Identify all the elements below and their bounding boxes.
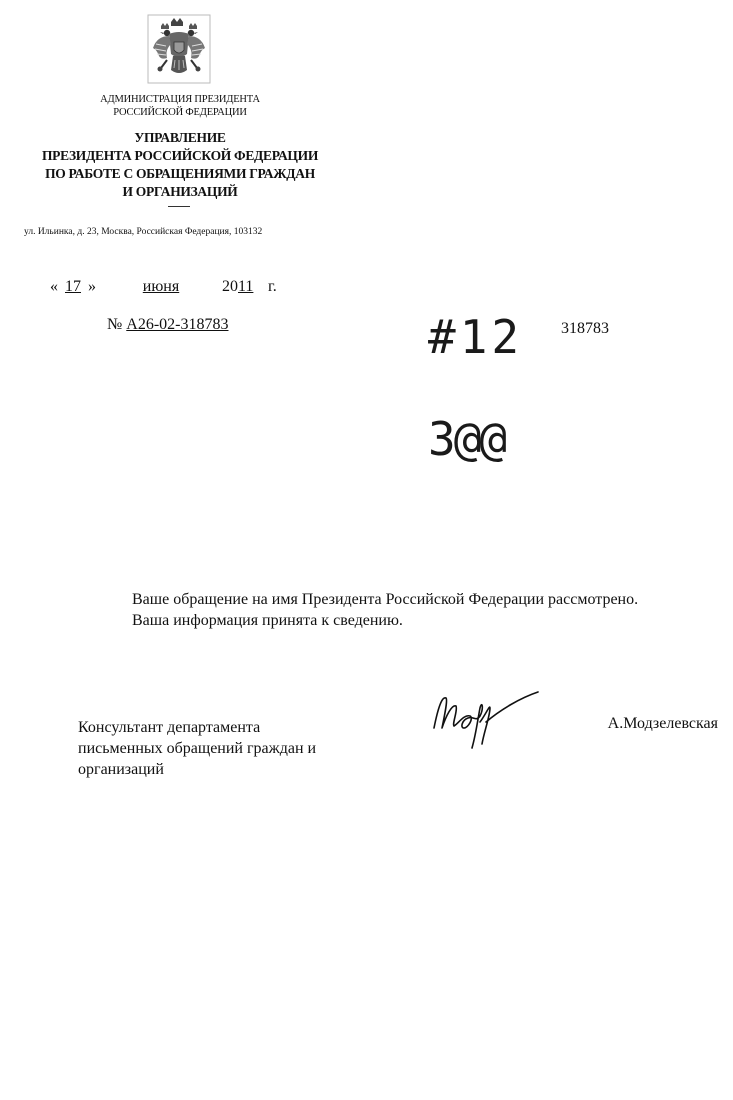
body-paragraph-2: Ваша информация принята к сведению. <box>132 612 403 629</box>
signer-name: А.Модзелевская <box>607 715 718 732</box>
handwritten-note-1: #12 <box>428 310 524 364</box>
date-year-prefix: 20 <box>222 278 238 295</box>
position-line-1: Консультант департамента <box>78 719 261 736</box>
org-name-line1: АДМИНИСТРАЦИЯ ПРЕЗИДЕНТА <box>100 94 260 105</box>
date-month: июня <box>142 278 180 295</box>
dept-name-line3: ПО РАБОТЕ С ОБРАЩЕНИЯМИ ГРАЖДАН <box>45 166 315 181</box>
position-line-3: организаций <box>78 761 164 778</box>
date-day: 17 <box>65 278 81 295</box>
reference-value: А26-02-318783 <box>126 316 229 333</box>
dept-name-line4: И ОРГАНИЗАЦИЙ <box>122 184 238 199</box>
double-headed-eagle-icon <box>147 14 211 84</box>
address: ул. Ильинка, д. 23, Москва, Российская Федерация, 103132 <box>24 227 263 237</box>
date-year-abbrev: г. <box>268 278 277 295</box>
body-paragraph-1: Ваше обращение на имя Президента Российской Федерации рассмотрено. <box>132 591 639 608</box>
date-close-quote: » <box>88 278 96 295</box>
note-side-number: 318783 <box>561 320 609 337</box>
date-year-suffix: 11 <box>238 278 254 295</box>
header-divider <box>168 206 190 207</box>
position-line-2: письменных обращений граждан и <box>78 740 317 757</box>
reference-label: № <box>107 316 123 333</box>
handwritten-signature-icon <box>424 688 544 752</box>
letter-body <box>84 589 719 631</box>
reference-number <box>107 316 228 334</box>
dept-name-line2: ПРЕЗИДЕНТА РОССИЙСКОЙ ФЕДЕРАЦИИ <box>41 148 319 163</box>
dept-name-line1: УПРАВЛЕНИЕ <box>134 130 226 145</box>
org-name-line2: РОССИЙСКОЙ ФЕДЕРАЦИИ <box>113 107 247 118</box>
signer-position <box>78 717 378 780</box>
date-open-quote: « <box>50 278 58 295</box>
document-date <box>50 278 277 296</box>
handwritten-note-2: 3@@ <box>428 412 506 466</box>
